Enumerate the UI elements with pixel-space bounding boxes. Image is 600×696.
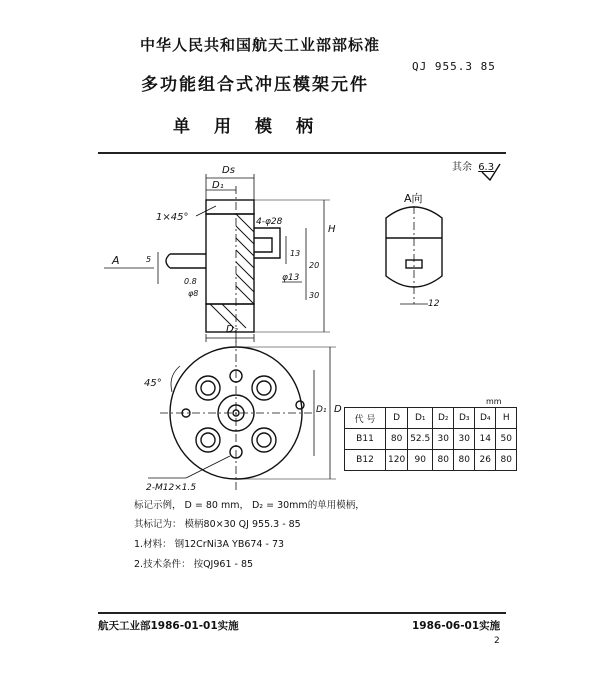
footer-issuer: 航天工业部1986-01-01实施 bbox=[98, 620, 239, 632]
roughness-value: 6.3 bbox=[478, 162, 495, 173]
shank-tongue bbox=[166, 254, 206, 268]
roughness-label: 其余 bbox=[452, 162, 472, 173]
table-row bbox=[345, 429, 517, 450]
dim-12: 12 bbox=[428, 299, 440, 309]
cell: 80 bbox=[454, 450, 475, 471]
dim-20: 20 bbox=[309, 261, 320, 270]
header-d1: D₁ bbox=[408, 408, 433, 429]
cell: 90 bbox=[408, 450, 433, 471]
dim-thread: 2-M12×1.5 bbox=[146, 483, 197, 493]
cell: B11 bbox=[345, 429, 386, 450]
header-d4: D₄ bbox=[475, 408, 496, 429]
header-code: 代 号 bbox=[345, 408, 386, 429]
note-example: 标记示例， D = 80 mm， D₂ = 30mm的单用模柄， bbox=[134, 500, 365, 511]
document-title: 多功能组合式冲压模架元件 bbox=[141, 75, 369, 95]
section-a-label: A bbox=[112, 254, 120, 267]
roughness-symbol bbox=[482, 164, 500, 180]
table-row bbox=[345, 450, 517, 471]
dim-chamfer: 1×45° bbox=[156, 212, 189, 223]
dim-5: 5 bbox=[146, 255, 152, 264]
dim-d: D bbox=[334, 404, 342, 415]
dim-d1-plan: D₁ bbox=[316, 405, 327, 415]
cell: 80 bbox=[433, 450, 454, 471]
footer-effective: 1986-06-01实施 bbox=[412, 620, 501, 632]
cell: 26 bbox=[475, 450, 496, 471]
view-label: A向 bbox=[404, 192, 423, 205]
document-subtitle: 单用模柄 bbox=[173, 117, 337, 137]
dim-d1: D₁ bbox=[212, 180, 224, 191]
dim-30: 30 bbox=[309, 291, 320, 300]
cell: 30 bbox=[433, 429, 454, 450]
dim-d2: D₂ bbox=[226, 324, 238, 335]
dimension-table bbox=[344, 407, 517, 471]
cell: 14 bbox=[475, 429, 496, 450]
header-h: H bbox=[496, 408, 517, 429]
dim-h: H bbox=[328, 224, 336, 235]
header-organization: 中华人民共和国航天工业部部标准 bbox=[139, 36, 380, 54]
bottom-rule bbox=[98, 612, 506, 614]
page-number: 2 bbox=[494, 636, 500, 646]
note-technical: 2.技术条件： 按QJ961 - 85 bbox=[134, 559, 254, 570]
standard-number: QJ 955.3 85 bbox=[412, 60, 496, 73]
cell: 30 bbox=[454, 429, 475, 450]
dim-holes: 4-φ28 bbox=[256, 217, 283, 227]
table-header-row bbox=[345, 408, 517, 429]
dim-ds: Ds bbox=[222, 165, 235, 176]
note-marking: 其标记为： 模柄80×30 QJ 955.3 - 85 bbox=[134, 519, 301, 530]
dim-phi8: φ8 bbox=[188, 289, 199, 298]
shank-body bbox=[206, 214, 254, 304]
cell: 80 bbox=[496, 450, 517, 471]
shank-step bbox=[254, 228, 280, 258]
cell: 50 bbox=[496, 429, 517, 450]
header-d2: D₂ bbox=[433, 408, 454, 429]
note-material: 1.材料： 钢12CrNi3A YB674 - 73 bbox=[134, 539, 285, 550]
dim-phi13: φ13 bbox=[282, 273, 300, 283]
cell: 52.5 bbox=[408, 429, 433, 450]
header-d3: D₃ bbox=[454, 408, 475, 429]
header-d: D bbox=[386, 408, 408, 429]
table-unit: mm bbox=[486, 397, 502, 406]
dim-08: 0.8 bbox=[184, 277, 197, 286]
cell: B12 bbox=[345, 450, 386, 471]
dim-13: 13 bbox=[290, 249, 301, 258]
cell: 80 bbox=[386, 429, 408, 450]
dim-45: 45° bbox=[144, 378, 162, 389]
cell: 120 bbox=[386, 450, 408, 471]
